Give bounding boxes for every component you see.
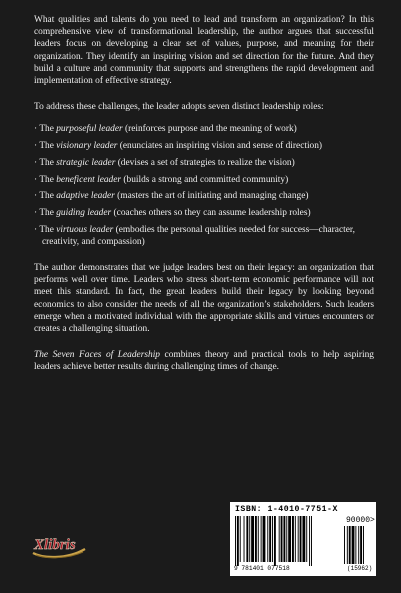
barcode-bar xyxy=(274,516,276,566)
price-barcode-bar xyxy=(349,526,351,564)
barcode-bar xyxy=(267,516,268,562)
role-item-guiding: · The guiding leader (coaches others so they can assume leadership roles) xyxy=(34,207,311,218)
book-title: The Seven Faces of Leadership xyxy=(34,350,160,361)
barcode-bar xyxy=(300,516,302,562)
price-barcode-bar xyxy=(360,526,362,564)
price-barcode xyxy=(344,526,374,564)
barcode-bar xyxy=(269,516,271,562)
barcode-bar xyxy=(246,516,248,562)
role-item-strategic: · The strategic leader (devises a set of strategies to realize the vision) xyxy=(34,157,295,168)
barcode-bar xyxy=(263,516,266,562)
barcode-bar xyxy=(255,516,257,562)
isbn-text: ISBN: 1-4010-7751-X xyxy=(235,505,338,514)
role-item-adaptive: · The adaptive leader (masters the art of initiating and managing change) xyxy=(34,191,309,202)
barcode-label xyxy=(230,502,376,576)
price-barcode-bar xyxy=(358,526,359,564)
barcode-bar xyxy=(249,516,250,562)
barcode-bar xyxy=(311,516,312,566)
barcode-bar xyxy=(302,516,305,562)
barcode-extra: (15962) xyxy=(347,565,373,572)
publisher-logo xyxy=(30,531,88,561)
barcode-bar xyxy=(298,516,299,562)
barcode-bar xyxy=(288,516,291,562)
price-code: 90000> xyxy=(346,516,375,525)
barcode-bar xyxy=(261,516,262,562)
price-barcode-bar xyxy=(347,526,348,564)
price-barcode-bar xyxy=(363,526,364,564)
role-item-beneficent: · The beneficent leader (builds a strong and committed community) xyxy=(34,174,289,185)
ean-barcode xyxy=(235,516,341,566)
barcode-bar xyxy=(237,516,239,566)
barcode-bar xyxy=(292,516,294,562)
role-item-virtuous: · The virtuous leader (embodies the personal qualities needed for success—character, creativity, and compassion) xyxy=(34,224,355,247)
legacy-paragraph: The author demonstrates that we judge leaders best on their legacy: an organization that performs well over time. Leaders who stress short-term economic performance will not meet this standard. In fact, the great leaders build their legacy by looking beyond economics to also consider the needs of all the organization’s stakeholders. Such leaders emerge when a motivated individual with the appropriate skills and virtues encounters or creates a challenging situation. xyxy=(34,263,374,335)
barcode-bar xyxy=(286,516,287,562)
roles-intro-paragraph: To address these challenges, the leader adopts seven distinct leadership roles: xyxy=(34,102,324,113)
barcode-bar xyxy=(272,516,273,562)
barcode-bar xyxy=(235,516,236,566)
barcode-bar xyxy=(281,516,283,562)
barcode-bar xyxy=(279,516,280,562)
barcode-bar xyxy=(309,516,310,566)
price-barcode-bar xyxy=(344,526,345,564)
price-barcode-bar xyxy=(355,526,356,564)
barcode-bar xyxy=(258,516,259,562)
logo-text: Xlibris xyxy=(34,537,76,553)
barcode-bar xyxy=(251,516,254,562)
barcode-bar xyxy=(306,516,307,562)
roles-list xyxy=(34,123,374,248)
barcode-bar xyxy=(295,516,296,562)
role-item-visionary: · The visionary leader (enunciates an inspiring vision and sense of direction) xyxy=(34,141,323,152)
role-item-purposeful: · The purposeful leader (reinforces purpose and the meaning of work) xyxy=(34,124,297,135)
cover-description xyxy=(34,14,374,388)
intro-paragraph: What qualities and talents do you need to lead and transform an organization? In this comprehensive view of transformational leadership, the author argues that successful leaders focus on developing a clear set of values, purpose, and meaning for their organization. They identify an inspiring vision and set direction for the future. And they build a culture and community that supports and strengthens the rapid development and implementation of effective strategy. xyxy=(34,15,374,87)
barcode-number: 9 781401 077518 xyxy=(234,565,290,572)
barcode-bar xyxy=(283,516,285,562)
barcode-bar xyxy=(244,516,245,562)
closing-paragraph: The Seven Faces of Leadership combines theory and practical tools to help aspiring leaders achieve better results during challenging times of change. xyxy=(34,350,374,373)
barcode-bar xyxy=(240,516,241,562)
price-barcode-bar xyxy=(352,526,355,564)
